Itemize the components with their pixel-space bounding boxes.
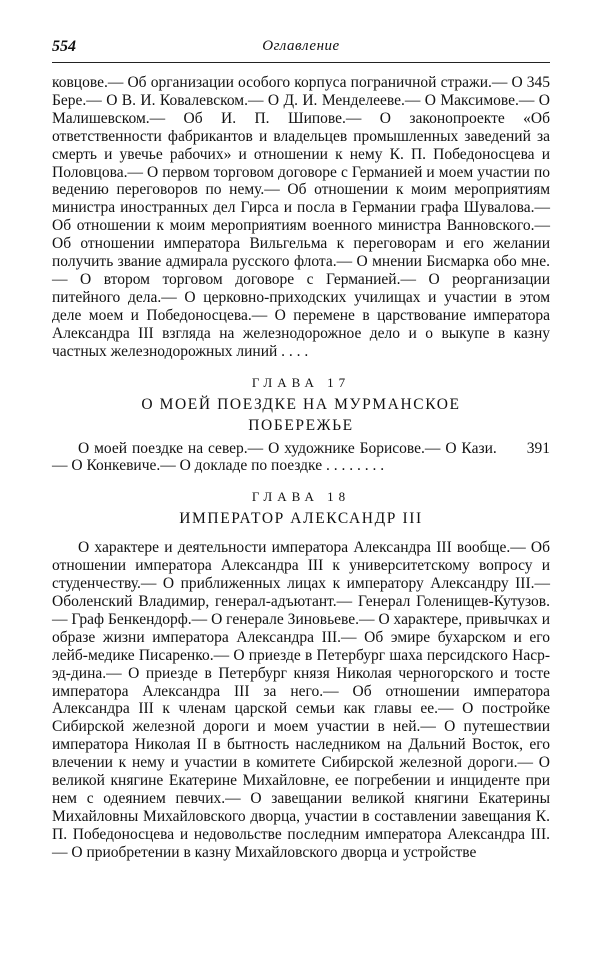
page-header [52, 38, 550, 58]
chapter-17-title-line1: О МОЕЙ ПОЕЗДКЕ НА МУРМАНСКОЕ [141, 395, 461, 413]
running-title: Оглавление [262, 38, 340, 54]
page-reference: 345 [526, 74, 550, 91]
table-of-contents [52, 74, 550, 862]
book-page [52, 38, 550, 861]
chapter-18-label: ГЛАВА 18 [251, 489, 351, 505]
summary-text: О моей поездке на север.— О художнике Борисове.— О Кази.— О Конкевиче.— О докладе по поездке . . . . . . . . [52, 439, 497, 475]
chapter-17-label: ГЛАВА 17 [251, 374, 351, 390]
chapter-16-summary-continued [52, 74, 550, 361]
page-number: 554 [52, 38, 76, 55]
chapter-17-summary [52, 440, 550, 476]
chapter-18-title: ИМПЕРАТОР АЛЕКСАНДР III [179, 510, 423, 528]
page-reference: 391 [526, 439, 550, 457]
chapter-17-title-line2: ПОБЕРЕЖЬЕ [248, 416, 354, 434]
header-rule [52, 62, 550, 63]
summary-text: ковцове.— Об организации особого корпуса пограничной стражи.— О Бере.— О В. И. Ковалевском.— О Д. И. Менделееве.— О Максимове.— О Малишевском.— Об И. П. Шипове.— О законопроекте «Об ответственности фабрикантов и владельцев промышленных заведений за смерть и увечье рабочих» и отношении к нему К. П. Победоносцева и Половцова.— О первом торговом договоре с Германией и моем участии по ведению переговоров по нему.— Об отношении к моим мероприятиям министра иностранных дел Гирса и посла в Германии графа Шувалова.— Об отношении к моим мероприятиям военного министра Ванновского.— Об отношении императора Вильгельма к переговорам и его желании получить звание адмирала русского флота.— О мнении Бисмарка обо мне.— О втором торговом договоре с Германией.— О реорганизации питейного дела.— О церковно-приходских училищах и участии в этом деле моем и Победоносцева.— О перемене в царствование императора Александра III взгляда на железнодорожное дело и о выкупе в казну частных железнодорожных линий . . . . [52, 74, 550, 360]
chapter-18-summary: О характере и деятельности императора Александра III вообще.— Об отношении императора Александра III к университетскому вопросу и студенчеству.— О приближенных лицах к императору Александру III.— Оболенский Владимир, генерал-адъютант.— Генерал Голенищев-Кутузов.— Граф Бенкендорф.— О генерале Зиновьеве.— О характере, привычках и образе жизни императора Александра III.— Об эмире бухарском и его лейб-медике Писаренко.— О приезде в Петербург шаха персидского Наср-эд-дина.— О приезде в Петербург князя Николая черногорского и тосте императора Александра III за него.— Об отношении императора Александра III к членам царской семьи как главы ее.— О постройке Сибирской железной дороги и моем участии в ней.— О путешествии императора Николая II в бытность наследником на Дальний Восток, его влечении к нему и участии в комитете Сибирской железной дороги.— О великой княгине Екатерине Михайловне, ее погребении и инциденте при нем с одеянием певчих.— О завещании великой княгини Екатерины Михайловны Михайловского дворца, участии в составлении завещания К. П. Победоносцева и недовольстве последним императора Александра III.— О приобретении в казну Михайловского дворца и устройстве [52, 539, 550, 861]
